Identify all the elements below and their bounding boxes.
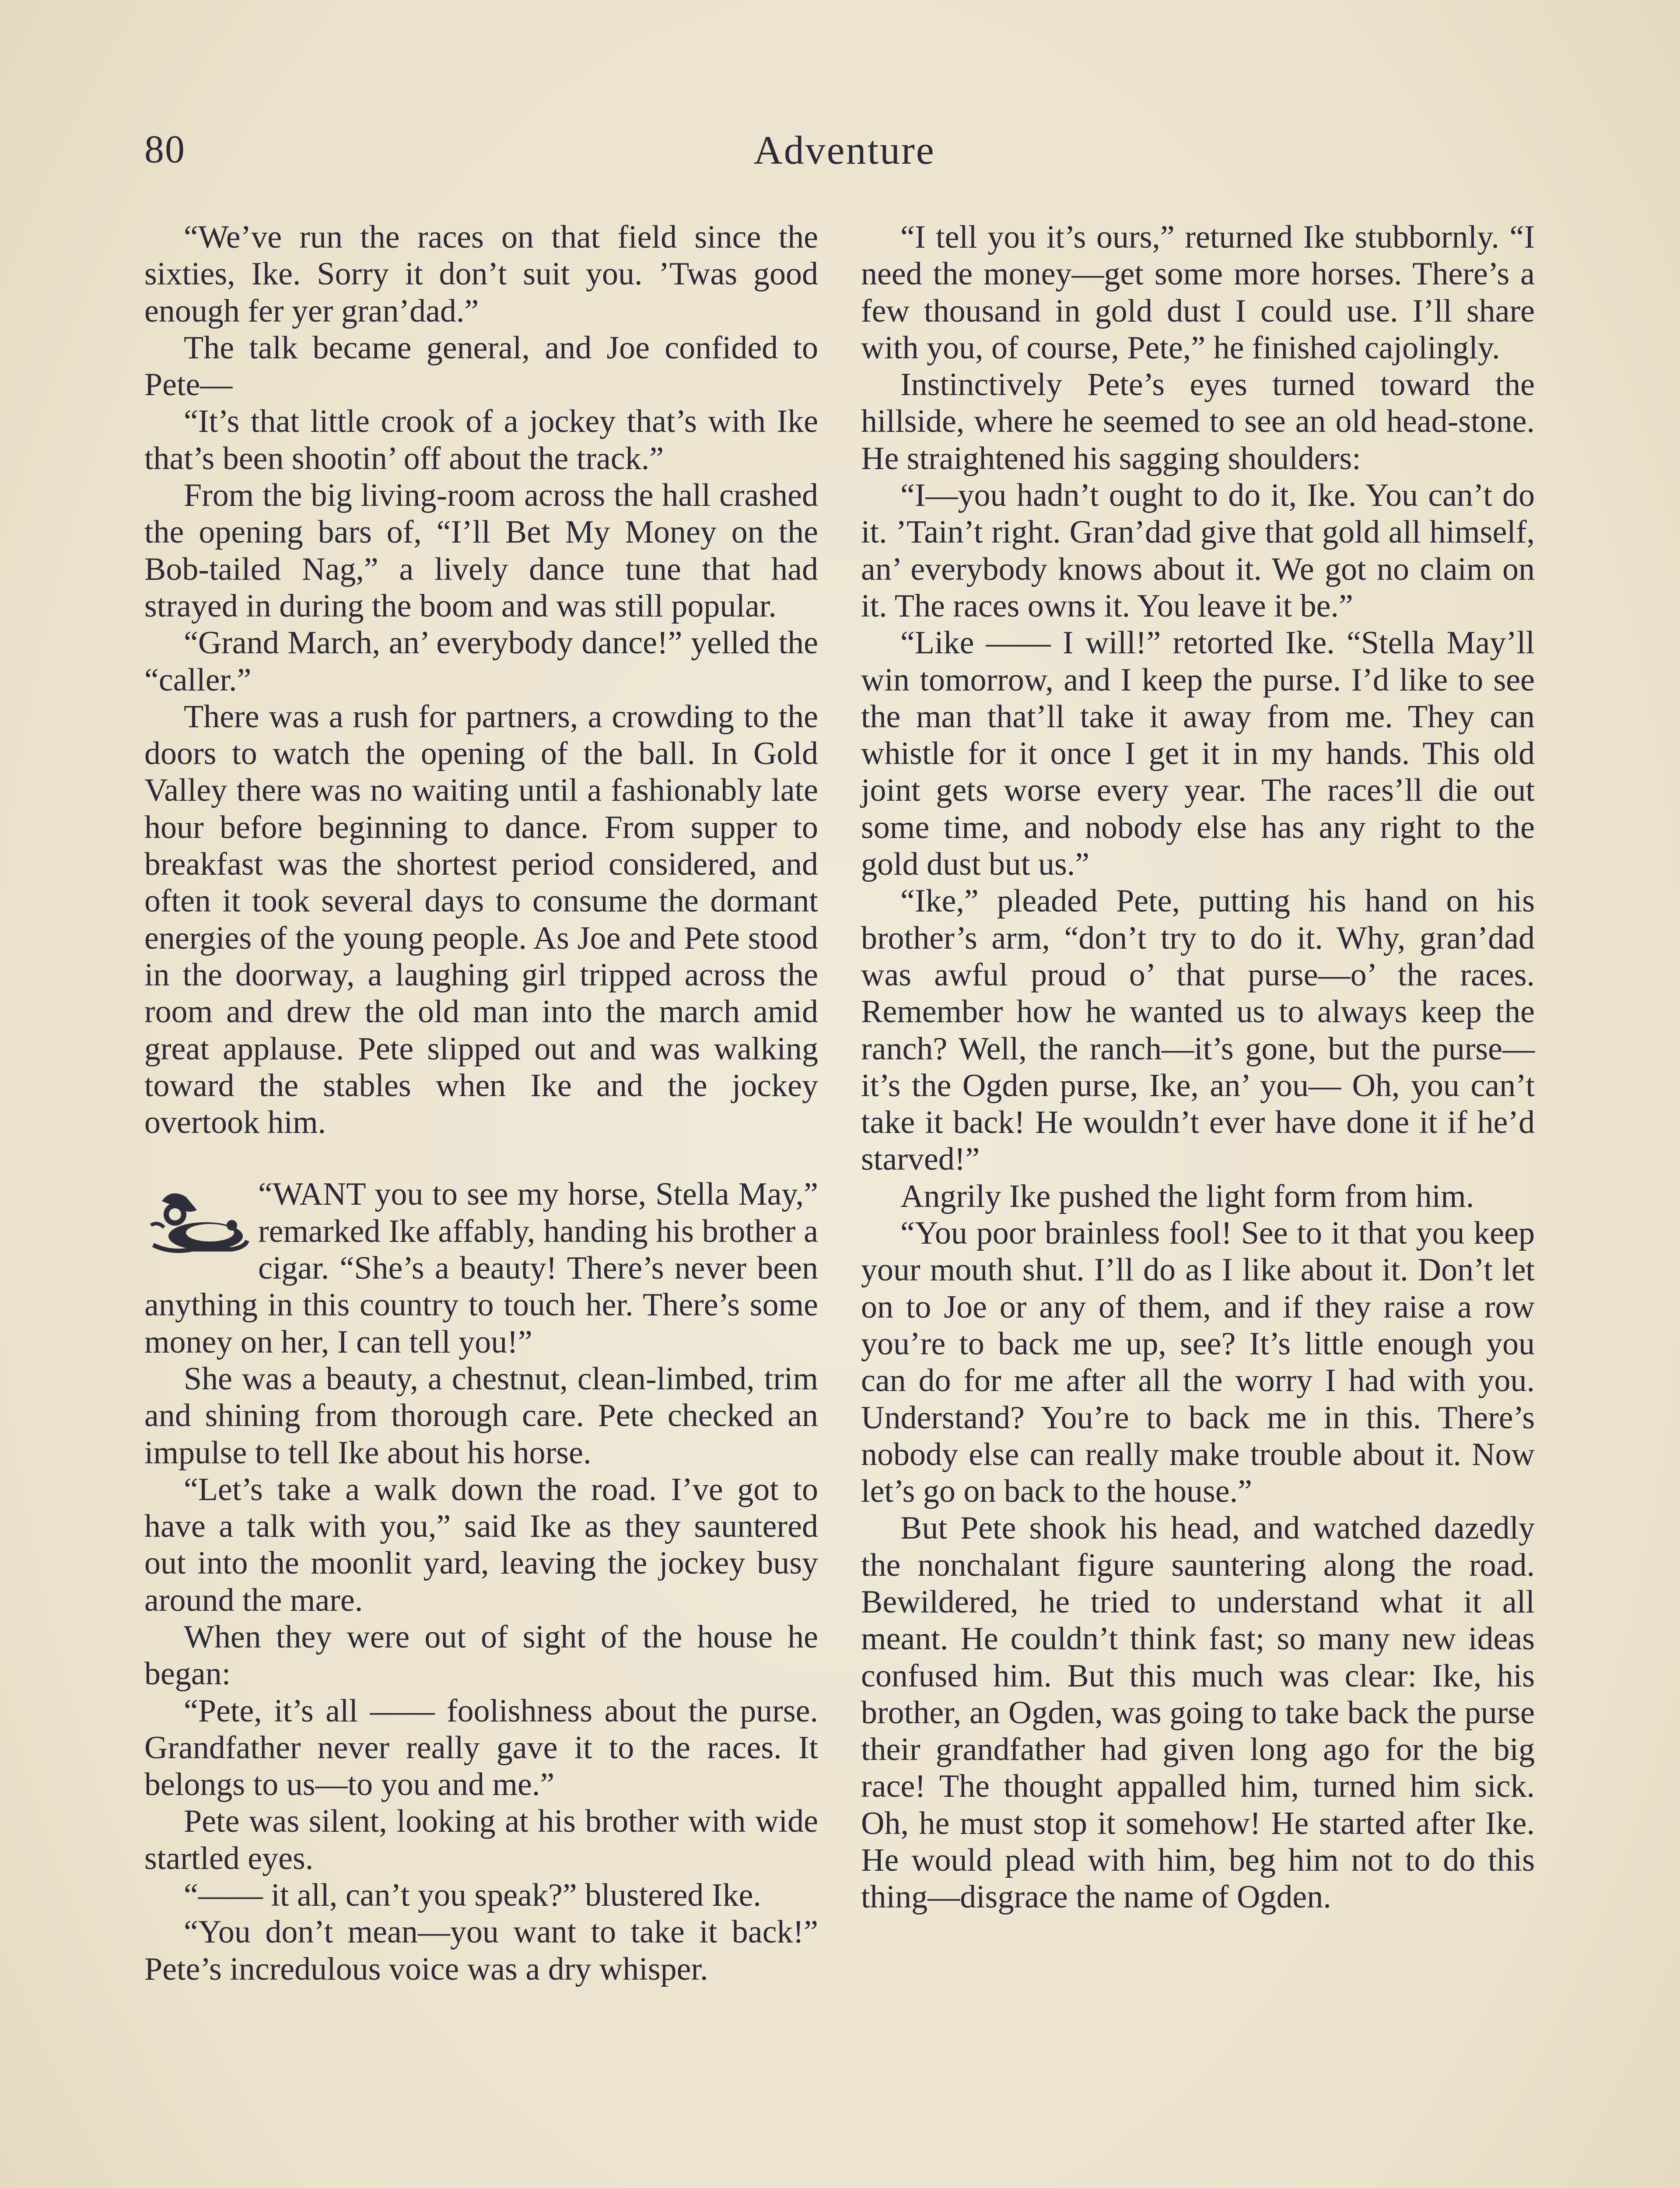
paragraph: “It’s that little crook of a jockey that’s with Ike that’s been shootin’ off about the track.”	[144, 403, 818, 477]
paragraph: There was a rush for partners, a crowding to the doors to watch the opening of the ball. In Gold Valley there was no waiting until a fashionably late hour before beginning to dance. From supper to breakfast was the shortest period considered, and often it took several days to consume the dormant energies of the young people. As Joe and Pete stood in the doorway, a laughing girl tripped across the room and drew the old man into the march amid great applause. Pete slipped out and was walking toward the stables when Ike and the jockey overtook him.	[144, 698, 818, 1141]
paragraph: “I tell you it’s ours,” returned Ike stubbornly. “I need the money—get some more horses. There’s a few thousand in gold dust I could use. I’ll share with you, of course, Pete,” he finished cajolingly.	[861, 219, 1535, 366]
paragraph: “You don’t mean—you want to take it back!” Pete’s incredulous voice was a dry whisper.	[144, 1914, 818, 1987]
paragraph: “You poor brainless fool! See to it that you keep your mouth shut. I’ll do as I like about it. Don’t let on to Joe or any of them, and if they raise a row you’re to back me up, see? It’s little enough you can do for me after all the worry I had with you. Understand? You’re to back me in this. There’s nobody else can really make trouble about it. Now let’s go on back to the house.”	[861, 1215, 1535, 1510]
paragraph: “Ike,” pleaded Pete, putting his hand on his brother’s arm, “don’t try to do it. Why, gran’dad was awful proud o’ that purse—o’ the races. Remember how he wanted us to always keep the ranch? Well, the ranch—it’s gone, but the purse—it’s the Ogden purse, Ike, an’ you— Oh, you can’t take it back! He wouldn’t ever have done it if he’d starved!”	[861, 883, 1535, 1178]
paragraph: The talk became general, and Joe confided to Pete—	[144, 330, 818, 403]
page-header	[144, 127, 1544, 193]
horse-rider-ornament-icon	[144, 1184, 249, 1258]
paragraph: “WANT you to see my horse, Stella May,” remarked Ike affably, handing his brother a cigar. “She’s a beauty! There’s never been anything in this country to touch her. There’s some money on her, I can tell you!”	[144, 1176, 818, 1360]
paragraph: “I—you hadn’t ought to do it, Ike. You can’t do it. ’Tain’t right. Gran’dad give that gold all himself, an’ everybody knows about it. We got no claim on it. The races owns it. You leave it be.”	[861, 477, 1535, 624]
paragraph: Instinctively Pete’s eyes turned toward the hillside, where he seemed to see an old head-stone. He straightened his sagging shoulders:	[861, 367, 1535, 477]
paragraph: When they were out of sight of the house he began:	[144, 1619, 818, 1692]
paragraph: “—— it all, can’t you speak?” blustered Ike.	[184, 1877, 761, 1914]
paragraph: Pete was silent, looking at his brother with wide startled eyes.	[144, 1803, 818, 1876]
paragraph: But Pete shook his head, and watched dazedly the nonchalant figure sauntering along the road. Bewildered, he tried to understand what it all meant. He couldn’t think fast; so many new ideas confused him. But this much was clear: Ike, his brother, an Ogden, was going to take back the purse their grandfather had given long ago for the big race! The thought appalled him, turned him sick. Oh, he must stop it somehow! He started after Ike. He would plead with him, beg him not to do this thing—disgrace the name of Ogden.	[861, 1510, 1535, 1915]
paragraph: “Like —— I will!” retorted Ike. “Stella May’ll win tomorrow, and I keep the purse. I’d like to see the man that’ll take it away from me. They can whistle for it once I get it in my hands. This old joint gets worse every year. The races’ll die out some time, and nobody else has any right to the gold dust but us.”	[861, 625, 1535, 883]
paragraph: She was a beauty, a chestnut, clean-limbed, trim and shining from thorough care. Pete checked an impulse to tell Ike about his horse.	[144, 1360, 818, 1471]
paragraph: Angrily Ike pushed the light form from him.	[900, 1178, 1474, 1214]
right-column	[861, 219, 1535, 1916]
running-head: Adventure	[753, 128, 935, 172]
section-break	[144, 1176, 818, 1360]
paragraph: “Let’s take a walk down the road. I’ve got to have a talk with you,” said Ike as they sauntered out into the moonlit yard, leaving the jockey busy around the mare.	[144, 1471, 818, 1618]
page-number: 80	[144, 128, 186, 171]
paragraph: “Pete, it’s all —— foolishness about the purse. Grandfather never really gave it to the races. It belongs to us—to you and me.”	[144, 1693, 818, 1803]
paragraph: From the big living-room across the hall crashed the opening bars of, “I’ll Bet My Money on the Bob-tailed Nag,” a lively dance tune that had strayed in during the boom and was still popular.	[144, 477, 818, 624]
paragraph: “We’ve run the races on that field since the sixties, Ike. Sorry it don’t suit you. ’Twas good enough fer yer gran’dad.”	[144, 219, 818, 329]
left-column	[144, 219, 818, 1988]
paragraph: “Grand March, an’ everybody dance!” yelled the “caller.”	[144, 625, 818, 698]
